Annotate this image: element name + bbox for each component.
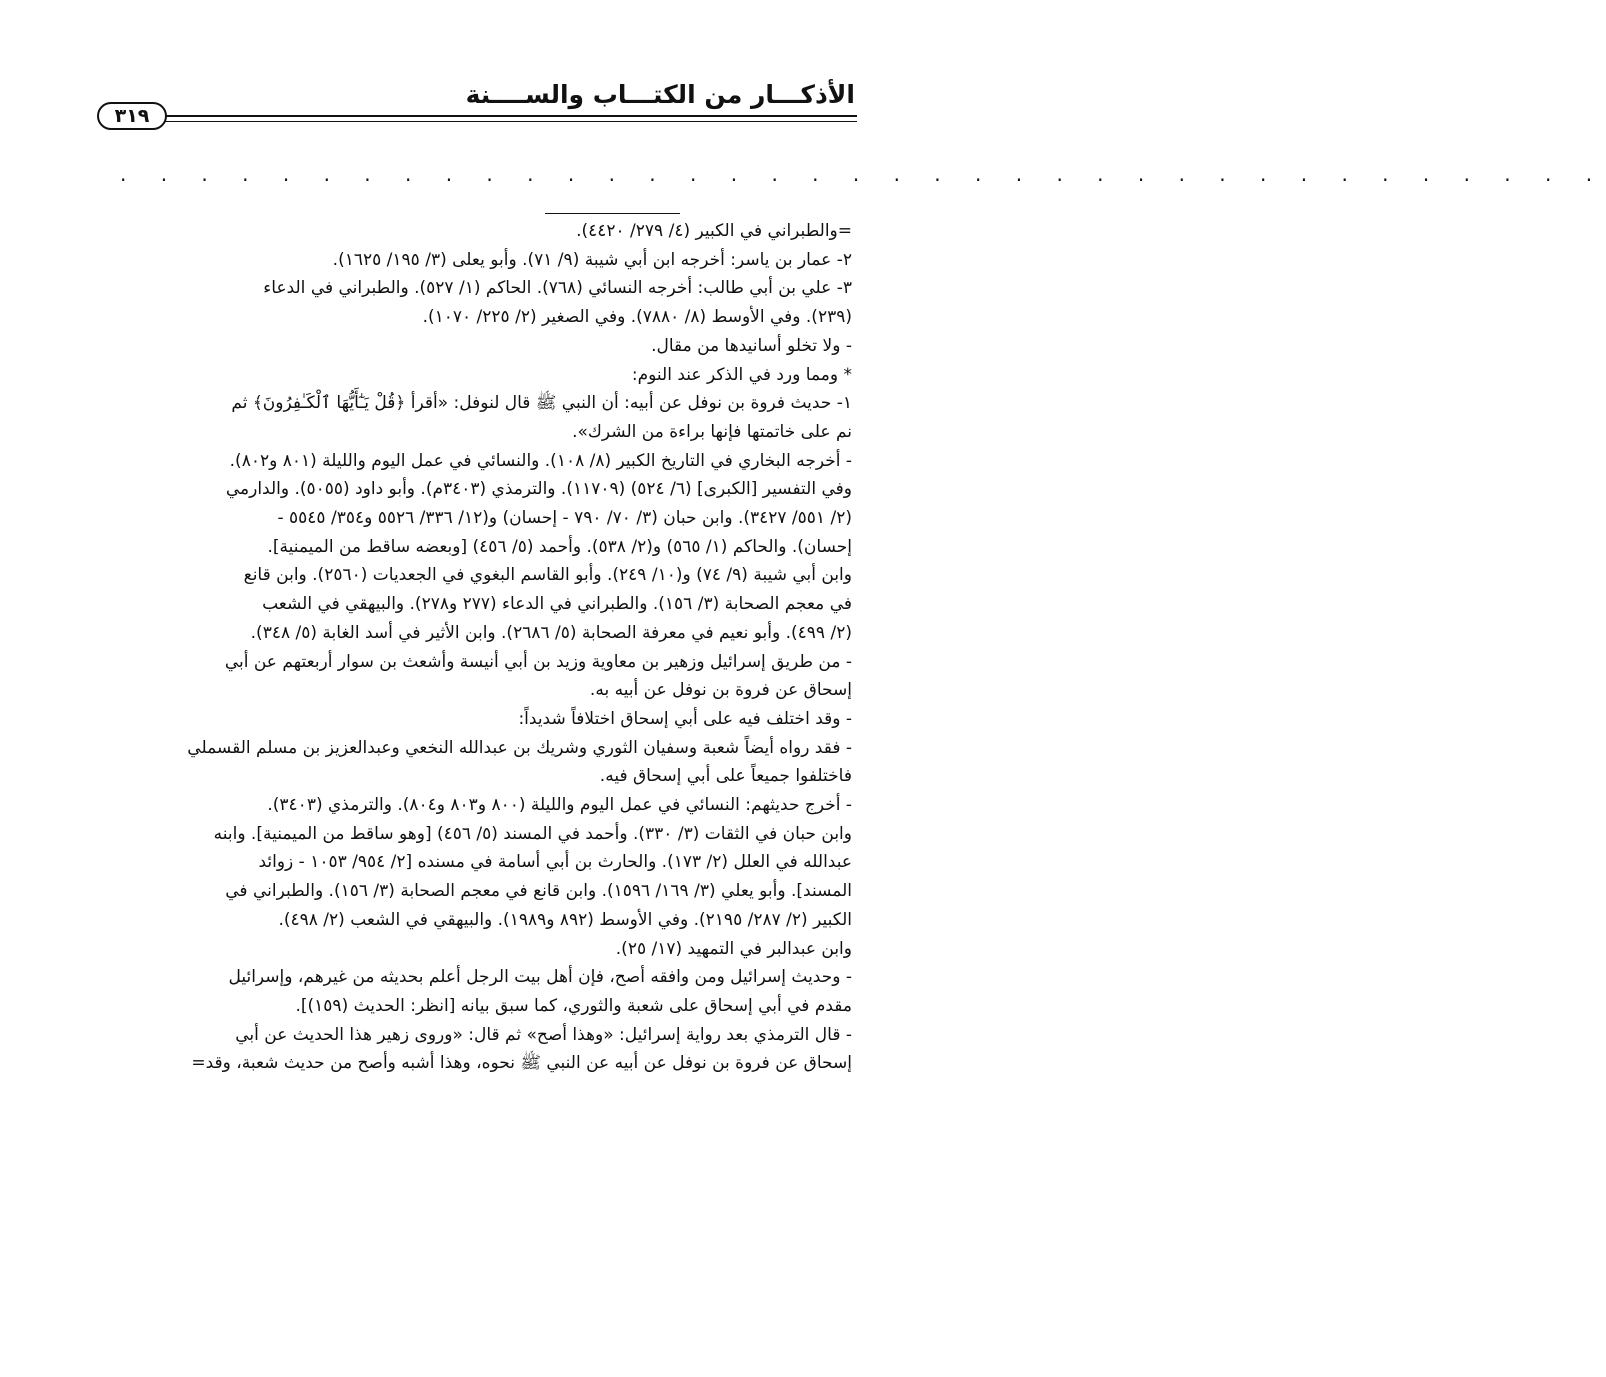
text-line: (٢/ ٥٥١/ ٣٤٢٧). وابن حبان (٣/ ٧٠/ ٧٩٠ - إحسان) و(١٢/ ٣٣٦/ ٥٥٢٦ و٣٥٤/ ٥٥٤٥ - — [277, 508, 852, 529]
text-line: (٢٣٩). وفي الأوسط (٨/ ٧٨٨٠). وفي الصغير (٢/ ٢٢٥/ ١٠٧٠). — [422, 307, 852, 328]
text-line: (٢/ ٤٩٩). وأبو نعيم في معرفة الصحابة (٥/ ٢٦٨٦). وابن الأثير في أسد الغابة (٥/ ٣٤٨). — [250, 622, 852, 643]
text-line: - قال الترمذي بعد رواية إسرائيل: «وهذا أصح» ثم قال: «وروى زهير هذا الحديث عن أبي — [235, 1024, 852, 1045]
text-line: عبدالله في العلل (٢/ ١٧٣). والحارث بن أبي أسامة في مسنده [٢/ ٩٥٤/ ١٠٥٣ - زوائد — [258, 852, 852, 873]
text-line: ٢- عمار بن ياسر: أخرجه ابن أبي شيبة (٩/ ٧١). وأبو يعلى (٣/ ١٩٥/ ١٦٢٥). — [332, 249, 852, 270]
header-rule-thin — [161, 121, 857, 122]
text-line: - أخرج حديثهم: النسائي في عمل اليوم والليلة (٨٠٠ و٨٠٣ و٨٠٤). والترمذي (٣٤٠٣). — [267, 795, 852, 816]
text-line: - أخرجه البخاري في التاريخ الكبير (٨/ ١٠٨). والنسائي في عمل اليوم والليلة (٨٠١ و٨٠٢). — [229, 450, 852, 471]
page-number-badge — [97, 102, 167, 130]
page-header — [95, 78, 855, 134]
text-line: وابن عبدالبر في التمهيد (١٧/ ٢٥). — [615, 938, 852, 959]
text-line: إحسان). والحاكم (١/ ٥٦٥) و(٢/ ٥٣٨). وأحمد (٥/ ٤٥٦) [وبعضه ساقط من الميمنية]. — [267, 536, 852, 557]
text-line: وفي التفسير [الكبرى] (٦/ ٥٢٤) (١١٧٠٩). والترمذي (٣٤٠٣م). وأبو داود (٥٠٥٥). والدارمي — [225, 479, 852, 500]
text-line: نم على خاتمتها فإنها براءة من الشرك». — [572, 421, 852, 442]
text-line: إسحاق عن فروة بن نوفل عن أبيه به. — [589, 680, 852, 701]
text-line: - فقد رواه أيضاً شعبة وسفيان الثوري وشريك بن عبدالله النخعي وعبدالعزيز بن مسلم القسملي — [187, 737, 852, 758]
header-rule-thick — [161, 115, 857, 117]
text-line: في معجم الصحابة (٣/ ١٥٦). والطبراني في الدعاء (٢٧٧ و٢٧٨). والبيهقي في الشعب — [262, 594, 852, 615]
text-line: وابن حبان في الثقات (٣/ ٣٣٠). وأحمد في المسند (٥/ ٤٥٦) [وهو ساقط من الميمنية]. وابنه — [213, 823, 852, 844]
text-line: إسحاق عن فروة بن نوفل عن أبيه عن النبي ﷺ نحوه، وهذا أشبه وأصح من حديث شعبة، وقد= — [191, 1053, 852, 1074]
text-line: - وحديث إسرائيل ومن وافقه أصح، فإن أهل بيت الرجل أعلم بحديثه من غيرهم، وإسرائيل — [228, 967, 852, 988]
text-separator-dots: . . . . . . . . . . . . . . . . . . . . . . . . . . . . . . . . . . . . . — [120, 162, 1606, 186]
text-line: - من طريق إسرائيل وزهير بن معاوية وزيد بن أبي أنيسة وأشعث بن سوار أربعتهم عن أبي — [224, 651, 852, 672]
footnote-rule — [545, 213, 680, 214]
text-line: وابن أبي شيبة (٩/ ٧٤) و(١٠/ ٢٤٩). وأبو القاسم البغوي في الجعديات (٢٥٦٠). وابن قانع — [243, 565, 852, 586]
book-title: الأذكـــار من الكتـــاب والســــنة — [465, 80, 855, 109]
text-line: - وقد اختلف فيه على أبي إسحاق اختلافاً شديداً: — [518, 708, 852, 729]
text-line: المسند]. وأبو يعلي (٣/ ١٦٩/ ١٥٩٦). وابن قانع في معجم الصحابة (٣/ ١٥٦). والطبراني في — [225, 881, 852, 902]
text-line: فاختلفوا جميعاً على أبي إسحاق فيه. — [599, 766, 852, 787]
text-line: ٣- علي بن أبي طالب: أخرجه النسائي (٧٦٨). الحاكم (١/ ٥٢٧). والطبراني في الدعاء — [263, 278, 852, 299]
text-line: - ولا تخلو أسانيدها من مقال. — [651, 335, 852, 356]
text-line: ١- حديث فروة بن نوفل عن أبيه: أن النبي ﷺ قال لنوفل: «أقرأ ﴿قُلْ يَـٰٓأَيُّهَا ٱلْكَـٰفِرُونَ﴾ ثم — [231, 393, 852, 414]
text-line: الكبير (٢/ ٢٨٧/ ٢١٩٥). وفي الأوسط (٨٩٢ و١٩٨٩). والبيهقي في الشعب (٢/ ٤٩٨). — [278, 909, 852, 930]
footnote-text — [106, 217, 852, 1078]
page-number: ٣١٩ — [114, 105, 150, 127]
text-line: مقدم في أبي إسحاق على شعبة والثوري، كما سبق بيانه [انظر: الحديث (١٥٩)]. — [295, 995, 852, 1016]
text-line: * ومما ورد في الذكر عند النوم: — [631, 364, 852, 385]
text-line: =والطبراني في الكبير (٤/ ٢٧٩/ ٤٤٢٠). — [576, 221, 852, 241]
